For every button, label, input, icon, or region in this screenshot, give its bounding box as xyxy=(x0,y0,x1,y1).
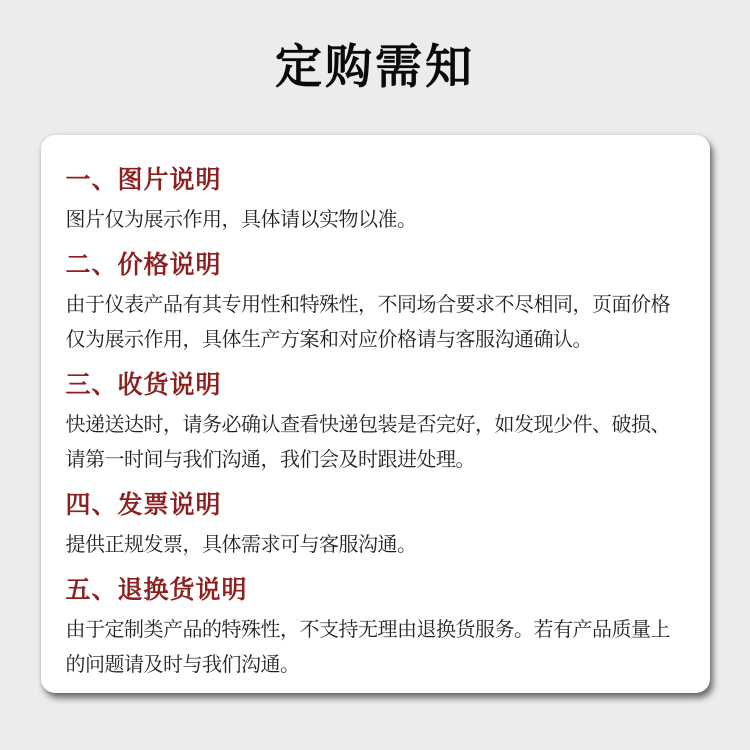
section-heading: 一、图片说明 xyxy=(65,166,222,195)
section-heading: 五、退换货说明 xyxy=(65,576,248,605)
purchase-notice-card xyxy=(41,135,710,693)
notice-section xyxy=(66,163,685,238)
notice-section xyxy=(66,573,685,683)
page-title: 定购需知 xyxy=(275,40,475,93)
section-body: 图片仅为展示作用，具体请以实物以准。 xyxy=(65,209,417,232)
section-body: 由于定制类产品的特殊性，不支持无理由退换货服务。若有产品质量上的问题请及时与我们沟通。 xyxy=(65,619,670,677)
section-body: 由于仪表产品有其专用性和特殊性，不同场合要求不尽相同，页面价格仅为展示作用，具体生产方案和对应价格请与客服沟通确认。 xyxy=(65,294,670,352)
section-body: 提供正规发票，具体需求可与客服沟通。 xyxy=(65,534,417,557)
section-heading: 二、价格说明 xyxy=(65,251,222,280)
notice-section xyxy=(66,368,685,478)
section-heading: 四、发票说明 xyxy=(65,491,222,520)
section-body: 快递送达时，请务必确认查看快递包装是否完好，如发现少件、破损、请第一时间与我们沟通，我们会及时跟进处理。 xyxy=(65,414,670,472)
notice-section xyxy=(66,248,685,358)
section-heading: 三、收货说明 xyxy=(65,371,222,400)
notice-section xyxy=(66,488,685,563)
notice-sections-container xyxy=(66,163,685,683)
